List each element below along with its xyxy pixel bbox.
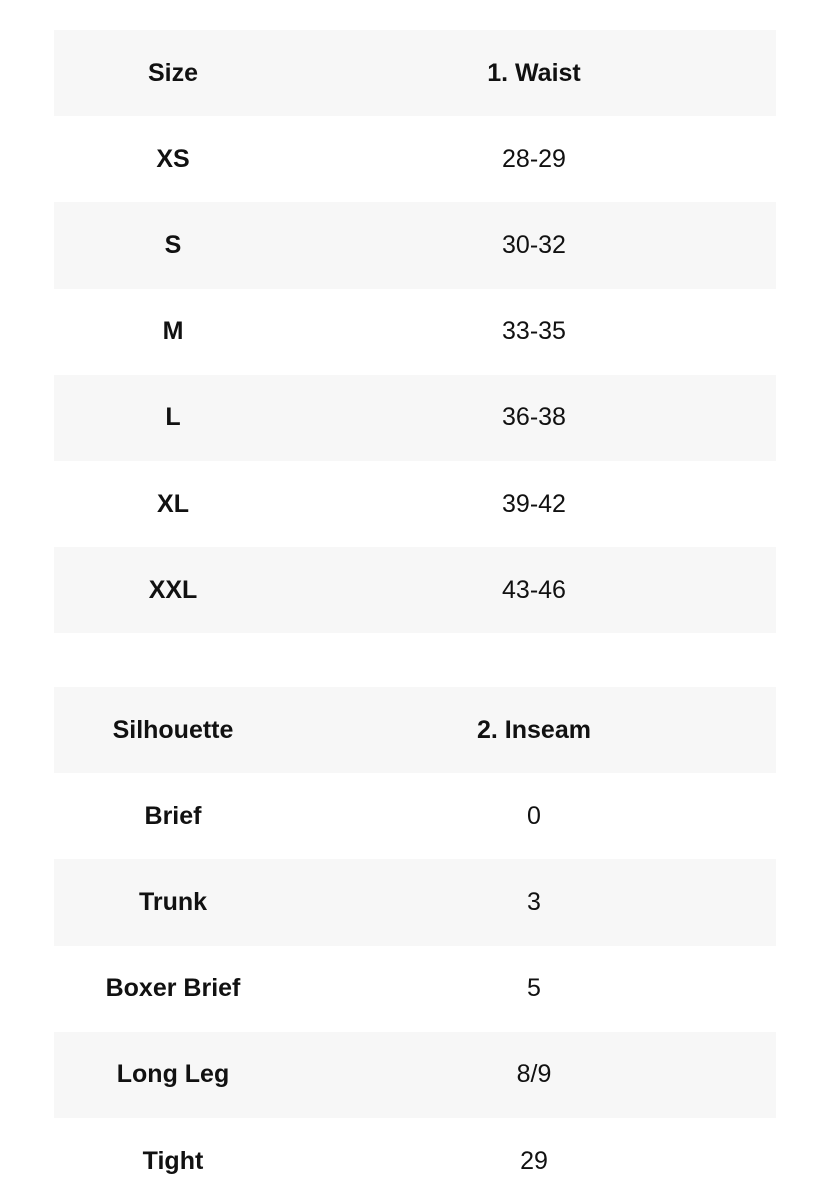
waist-cell: 43-46: [502, 575, 566, 604]
size-waist-table: [54, 30, 776, 633]
silhouette-cell: Boxer Brief: [105, 974, 241, 1003]
inseam-cell: 29: [520, 1146, 548, 1175]
silhouette-cell: Trunk: [138, 887, 208, 916]
silhouette-inseam-table: [54, 687, 776, 1204]
table-row: [54, 289, 776, 375]
size-cell: XXL: [148, 575, 198, 604]
waist-cell: 28-29: [502, 144, 566, 173]
waist-cell: 33-35: [502, 317, 566, 346]
column-header-inseam: 2. Inseam: [477, 715, 591, 744]
size-cell: M: [162, 317, 184, 346]
table-row: [54, 1032, 776, 1118]
waist-cell: 30-32: [502, 230, 566, 259]
column-header-size: Size: [147, 58, 199, 87]
table-row: [54, 1118, 776, 1204]
column-header-silhouette: Silhouette: [112, 715, 234, 744]
table-header-row: [54, 30, 776, 116]
table-row: [54, 547, 776, 633]
table-row: [54, 116, 776, 202]
table-row: [54, 859, 776, 945]
silhouette-cell: Brief: [144, 801, 202, 830]
inseam-cell: 3: [527, 887, 541, 916]
size-cell: L: [165, 403, 181, 432]
inseam-cell: 5: [527, 974, 541, 1003]
table-row: [54, 946, 776, 1032]
table-row: [54, 773, 776, 859]
silhouette-cell: Long Leg: [116, 1060, 230, 1089]
table-row: [54, 375, 776, 461]
inseam-cell: 0: [527, 801, 541, 830]
waist-cell: 36-38: [502, 403, 566, 432]
table-row: [54, 461, 776, 547]
size-cell: XS: [156, 144, 190, 173]
table-header-row: [54, 687, 776, 773]
table-row: [54, 202, 776, 288]
waist-cell: 39-42: [502, 489, 566, 518]
size-cell: S: [164, 230, 182, 259]
inseam-cell: 8/9: [516, 1060, 552, 1089]
size-cell: XL: [157, 489, 189, 518]
silhouette-cell: Tight: [142, 1146, 204, 1175]
column-header-waist: 1. Waist: [487, 58, 581, 87]
